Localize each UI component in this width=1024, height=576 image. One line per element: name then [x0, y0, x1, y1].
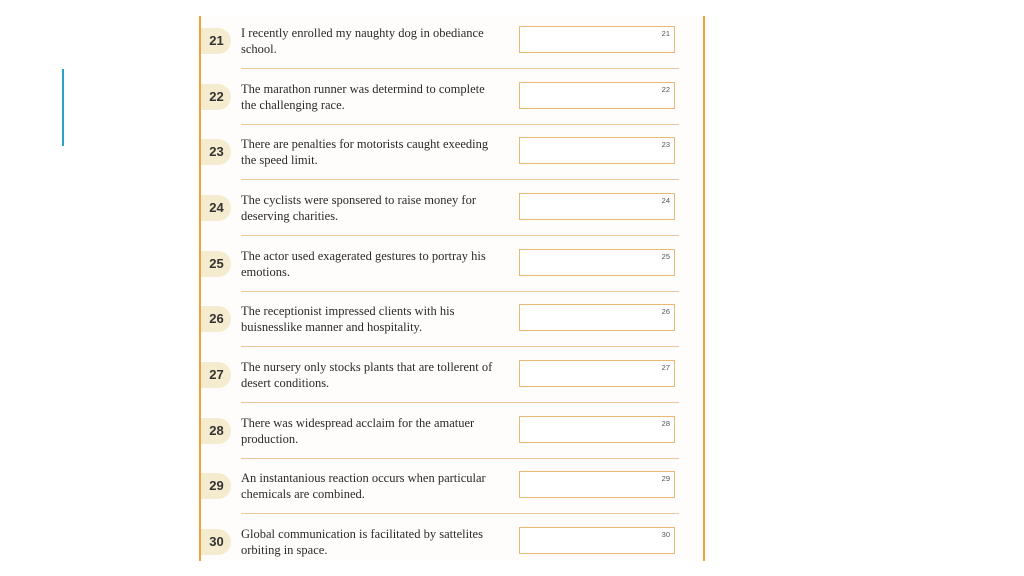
row-divider [241, 235, 679, 236]
answer-box-number: 24 [661, 196, 670, 205]
question-row-24 [199, 183, 707, 239]
question-number: 30 [201, 529, 231, 555]
answer-box-number: 28 [661, 419, 670, 428]
row-divider [241, 68, 679, 69]
row-divider [241, 513, 679, 514]
answer-box[interactable] [519, 471, 675, 498]
row-divider [241, 458, 679, 459]
answer-box-number: 25 [661, 252, 670, 261]
answer-box-number: 26 [661, 307, 670, 316]
answer-box[interactable] [519, 137, 675, 164]
question-text: The receptionist impressed clients with his buisnesslike manner and hospitality. [241, 304, 455, 334]
answer-box-number: 27 [661, 363, 670, 372]
answer-box[interactable] [519, 249, 675, 276]
question-row-29 [199, 461, 707, 517]
row-divider [241, 402, 679, 403]
question-row-26 [199, 294, 707, 350]
answer-box[interactable] [519, 193, 675, 220]
answer-box-number: 23 [661, 140, 670, 149]
answer-box-number: 22 [661, 85, 670, 94]
question-text: There are penalties for motorists caught exeeding the speed limit. [241, 137, 489, 167]
slide-accent-bar [62, 69, 64, 146]
question-number: 28 [201, 418, 231, 444]
question-text: An instantanious reaction occurs when particular chemicals are combined. [241, 471, 486, 501]
question-number: 25 [201, 251, 231, 277]
question-number: 23 [201, 139, 231, 165]
row-divider [241, 291, 679, 292]
row-divider [241, 179, 679, 180]
answer-box[interactable] [519, 527, 675, 554]
question-row-27 [199, 350, 707, 406]
question-text: The marathon runner was determind to complete the challenging race. [241, 82, 485, 112]
answer-box[interactable] [519, 304, 675, 331]
row-divider [241, 124, 679, 125]
row-divider [241, 346, 679, 347]
question-number: 22 [201, 84, 231, 110]
question-row-25 [199, 239, 707, 295]
answer-box[interactable] [519, 360, 675, 387]
answer-box-number: 29 [661, 474, 670, 483]
question-row-23 [199, 127, 707, 183]
answer-box[interactable] [519, 416, 675, 443]
question-text: There was widespread acclaim for the amatuer production. [241, 416, 475, 446]
spelling-worksheet [199, 16, 707, 561]
question-number: 21 [201, 28, 231, 54]
answer-box[interactable] [519, 82, 675, 109]
question-row-21 [199, 16, 707, 72]
question-row-22 [199, 72, 707, 128]
question-row-30 [199, 517, 707, 573]
question-number: 29 [201, 473, 231, 499]
question-text: Global communication is facilitated by sattelites orbiting in space. [241, 527, 483, 557]
answer-box-number: 21 [661, 29, 670, 38]
question-number: 27 [201, 362, 231, 388]
question-number: 24 [201, 195, 231, 221]
answer-box-number: 30 [661, 530, 670, 539]
question-text: I recently enrolled my naughty dog in obediance school. [241, 26, 484, 56]
question-number: 26 [201, 306, 231, 332]
question-text: The nursery only stocks plants that are tollerent of desert conditions. [241, 360, 493, 390]
question-row-28 [199, 406, 707, 462]
question-text: The actor used exagerated gestures to portray his emotions. [241, 249, 486, 279]
question-text: The cyclists were sponsered to raise money for deserving charities. [241, 193, 476, 223]
answer-box[interactable] [519, 26, 675, 53]
